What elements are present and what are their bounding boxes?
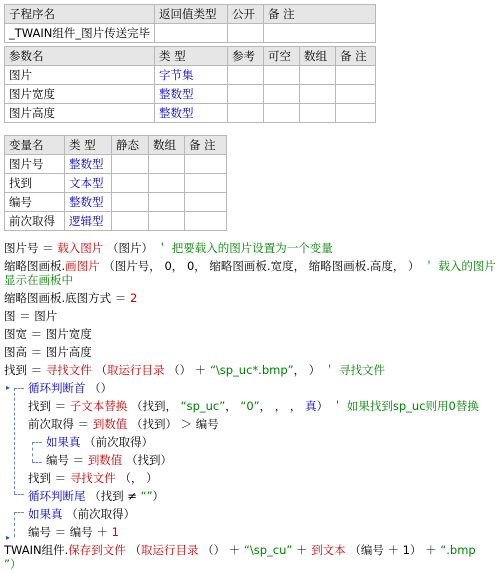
code-token: ）	[152, 489, 165, 503]
var-row[interactable]	[5, 174, 227, 193]
code-keyword: 真	[305, 399, 317, 413]
var-name[interactable]: 编号	[5, 193, 65, 212]
code-token: ＋	[292, 543, 312, 557]
code-token: ）	[316, 399, 332, 413]
var-name[interactable]: 图片号	[5, 155, 65, 174]
var-type[interactable]: 整数型	[65, 193, 112, 212]
code-token: 编号 ＝ 编号 ＋	[28, 525, 112, 539]
param-row[interactable]	[5, 66, 376, 85]
if-guide	[32, 442, 33, 462]
col-var-static: 静态	[112, 136, 149, 155]
loop-arrow-icon: ▸	[6, 383, 11, 392]
param-name[interactable]: 图片	[5, 66, 155, 85]
param-nullable-cell[interactable]	[264, 66, 300, 85]
code-token: （编号 ＋ 1） ＋	[345, 543, 441, 557]
var-array-cell[interactable]	[149, 193, 185, 212]
code-token: （， ）	[115, 471, 158, 485]
param-name[interactable]: 图片宽度	[5, 85, 155, 104]
code-comment: ＇ 载入的图片	[423, 259, 496, 273]
code-line[interactable]	[28, 506, 135, 523]
code-keyword: 循环判断尾	[28, 489, 86, 503]
code-comment: ＇ 如果找到sp_uc则用0替换	[331, 399, 479, 413]
col-var-type: 类 型	[65, 136, 112, 155]
code-token: 子文本替换	[69, 399, 128, 413]
var-static-cell[interactable]	[112, 174, 149, 193]
col-sub-name: 子程序名	[5, 5, 155, 24]
code-line-wrap[interactable]	[4, 272, 73, 289]
code-token: 画图片	[65, 259, 100, 273]
param-type[interactable]: 整数型	[155, 85, 228, 104]
col-param-ref: 参考	[228, 47, 264, 66]
col-remark: 备 注	[264, 5, 376, 24]
if-arrow-icon: ▸	[6, 533, 11, 542]
code-token: 找到 ＝	[28, 471, 70, 485]
var-name[interactable]: 找到	[5, 174, 65, 193]
code-token: 保存到文件	[68, 543, 126, 557]
code-keyword: 如果真	[46, 435, 81, 449]
code-token: 取运行目录	[140, 543, 199, 557]
param-row[interactable]	[5, 104, 376, 123]
col-param-array: 数组	[300, 47, 336, 66]
code-token: 到数值	[92, 417, 128, 431]
param-ref-cell[interactable]	[228, 104, 264, 123]
code-token: 图宽 ＝ 图片宽度	[4, 327, 92, 341]
code-token: （	[125, 543, 141, 557]
code-line[interactable]	[4, 308, 57, 325]
loop-guide	[14, 388, 15, 494]
var-row[interactable]	[5, 155, 227, 174]
var-row[interactable]	[5, 212, 227, 231]
code-line[interactable]	[4, 240, 333, 257]
code-token: 到文本	[311, 543, 346, 557]
code-token: 图片号 ＝	[4, 241, 58, 255]
param-name[interactable]: 图片高度	[5, 104, 155, 123]
param-type[interactable]: 字节集	[155, 66, 228, 85]
var-array-cell[interactable]	[149, 174, 185, 193]
code-string: “\sp_cu”	[243, 543, 293, 557]
code-line[interactable]	[28, 398, 479, 415]
code-string: ”）	[4, 557, 22, 571]
code-keyword: 循环判断首	[28, 381, 86, 395]
code-token: ，	[225, 399, 241, 413]
var-static-cell[interactable]	[112, 193, 149, 212]
code-comment: ＇ 寻找文件	[323, 363, 386, 377]
code-string: “.bmp	[440, 543, 476, 557]
col-param-type: 类 型	[155, 47, 228, 66]
code-token: 前次取得 ＝	[28, 417, 93, 431]
col-var-name: 变量名	[5, 136, 65, 155]
code-number: 2	[129, 291, 138, 305]
code-token: （） ＋	[164, 363, 210, 377]
col-param-nullable: 可空	[264, 47, 300, 66]
col-var-array: 数组	[149, 136, 185, 155]
code-line[interactable]	[46, 452, 172, 469]
code-line[interactable]	[4, 362, 385, 379]
var-array-cell[interactable]	[149, 155, 185, 174]
code-token: TWAIN组件.	[4, 543, 69, 557]
var-remark-cell[interactable]	[185, 155, 227, 174]
param-ref-cell[interactable]	[228, 85, 264, 104]
param-array-cell[interactable]	[300, 104, 336, 123]
col-return-type: 返回值类型	[155, 5, 228, 24]
code-token: （找到，	[127, 399, 181, 413]
code-token: 找到 ＝	[28, 399, 70, 413]
code-token: 取运行目录	[106, 363, 165, 377]
code-token: （前次取得）	[62, 507, 136, 521]
param-array-cell[interactable]	[300, 85, 336, 104]
code-token: ， ）	[293, 363, 324, 377]
code-line[interactable]	[28, 470, 158, 487]
code-line[interactable]	[28, 416, 219, 433]
code-token: （找到） ＞ 编号	[127, 417, 219, 431]
code-token: 缩略图画板.底图方式 ＝	[4, 291, 130, 305]
parameter-table	[4, 46, 376, 123]
param-ref-cell[interactable]	[228, 66, 264, 85]
var-array-cell[interactable]	[149, 212, 185, 231]
col-var-remark: 备 注	[185, 136, 227, 155]
code-line-wrap[interactable]	[4, 556, 21, 573]
code-line[interactable]	[4, 258, 496, 275]
param-nullable-cell[interactable]	[264, 104, 300, 123]
code-string: “\sp_uc*.bmp”	[209, 363, 294, 377]
code-token: 缩略图画板.	[4, 259, 66, 273]
var-row[interactable]	[5, 193, 227, 212]
param-remark-cell[interactable]	[336, 85, 376, 104]
code-line[interactable]	[28, 488, 164, 505]
param-remark-cell[interactable]	[336, 66, 376, 85]
code-comment: ＇ 把要载入的图片设置为一个变量	[156, 241, 333, 255]
code-token: 寻找文件	[69, 471, 116, 485]
if-guide	[32, 462, 42, 463]
code-number: 1	[111, 525, 119, 539]
code-line[interactable]	[4, 290, 137, 307]
var-name[interactable]: 前次取得	[5, 212, 65, 231]
sub-public-cell[interactable]	[228, 24, 264, 43]
var-remark-cell[interactable]	[185, 193, 227, 212]
code-line[interactable]	[4, 326, 92, 343]
col-param-remark: 备 注	[336, 47, 376, 66]
code-token: （） ＋	[198, 543, 244, 557]
var-remark-cell[interactable]	[185, 174, 227, 193]
code-string: “0”	[240, 399, 260, 413]
code-token: （	[91, 363, 107, 377]
code-string: “”	[140, 489, 153, 503]
code-token: 到数值	[87, 453, 123, 467]
code-line[interactable]	[28, 524, 119, 541]
loop-guide	[14, 388, 24, 389]
col-public: 公开	[228, 5, 264, 24]
code-token: （前次取得）	[80, 435, 154, 449]
param-row[interactable]	[5, 85, 376, 104]
code-token: 图 ＝ 图片	[4, 309, 58, 323]
if-guide	[32, 442, 42, 443]
code-token: ， ， ，	[259, 399, 306, 413]
code-token: 载入图片	[57, 241, 104, 255]
code-line[interactable]	[4, 344, 92, 361]
code-line[interactable]	[4, 542, 476, 559]
var-type[interactable]: 整数型	[65, 155, 112, 174]
variable-table	[4, 135, 227, 231]
var-static-cell[interactable]	[112, 155, 149, 174]
code-token: 编号 ＝	[46, 453, 88, 467]
code-line[interactable]	[28, 380, 112, 397]
if-guide	[14, 512, 24, 513]
param-array-cell[interactable]	[300, 66, 336, 85]
code-token: （图片）	[103, 241, 157, 255]
var-type[interactable]: 逻辑型	[65, 212, 112, 231]
if-guide	[14, 512, 15, 537]
code-token: （图片号， 0， 0， 缩略图画板.宽度， 缩略图画板.高度， ）	[99, 259, 424, 273]
param-nullable-cell[interactable]	[264, 85, 300, 104]
var-remark-cell[interactable]	[185, 212, 227, 231]
var-static-cell[interactable]	[112, 212, 149, 231]
sub-name-cell[interactable]: _TWAIN组件_图片传送完毕	[5, 24, 155, 43]
code-token: 找到 ＝	[4, 363, 46, 377]
code-keyword: 如果真	[28, 507, 63, 521]
code-comment: 显示在画板中	[4, 273, 73, 287]
code-token: 图高 ＝ 图片高度	[4, 345, 92, 359]
col-param-name: 参数名	[5, 47, 155, 66]
code-token: （找到）	[122, 453, 172, 467]
subroutine-table	[4, 4, 376, 43]
sub-return-cell[interactable]	[155, 24, 228, 43]
param-remark-cell[interactable]	[336, 104, 376, 123]
code-token: 寻找文件	[45, 363, 92, 377]
code-token: （找到 ≠	[85, 489, 141, 503]
var-type[interactable]: 文本型	[65, 174, 112, 193]
sub-remark-cell[interactable]	[264, 24, 376, 43]
code-token: （）	[85, 381, 113, 395]
loop-guide	[14, 494, 24, 495]
code-line[interactable]	[46, 434, 153, 451]
param-type[interactable]: 整数型	[155, 104, 228, 123]
code-string: “sp_uc”	[180, 399, 226, 413]
